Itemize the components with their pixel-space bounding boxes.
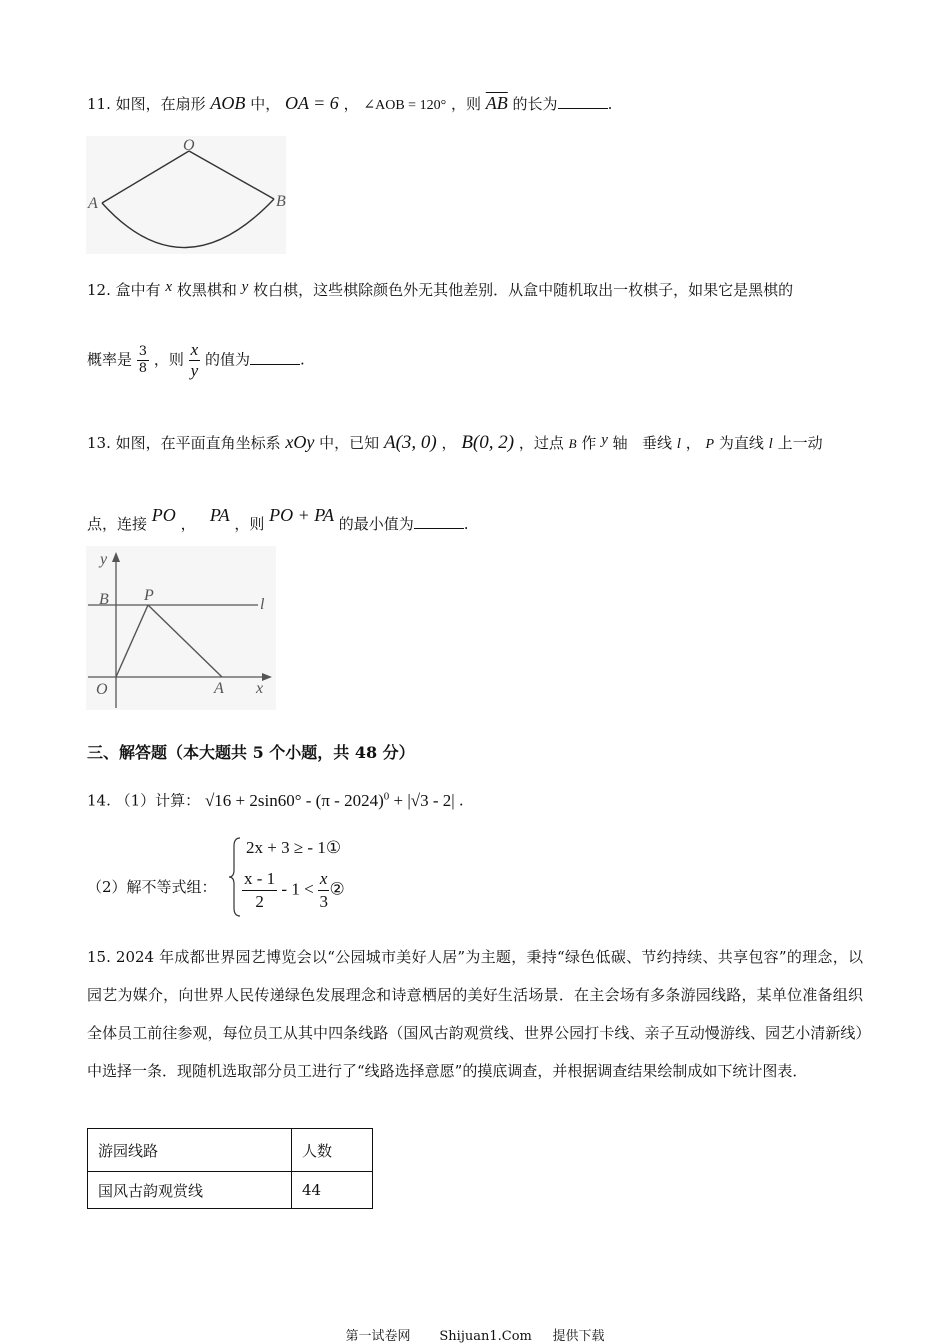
q11-line: 11. 如图，在扇形 AOB 中， OA = 6 ， ∠AOB = 120° ，则 $\overline{AB}$ 的长为 . <box>87 93 613 113</box>
answer-blank <box>558 94 608 109</box>
fraction-3-8: $\frac{3}{8}$ <box>138 344 148 376</box>
label-a: A <box>88 195 98 212</box>
footer-domain[interactable]: Shijuan1.Com <box>439 1329 532 1344</box>
q14-part1: 14. （1）计算： √16 + 2sin60° - (π - 2024)$^0$ + |√3 - 2| . <box>87 790 464 810</box>
oa-length: OA = 6 <box>284 93 339 113</box>
table-header-row <box>88 1129 373 1172</box>
label-b: B <box>276 193 286 210</box>
route-table <box>87 1128 373 1209</box>
q13-line1: 13. 如图，在平面直角坐标系 xOy 中，已知 A(3, 0) ， B(0, 2) ，过点 B 作 y 轴 垂线 l ， P 为直线 l 上一动 <box>87 432 823 453</box>
calc-expression: √16 + 2sin60° - (π - 2024)$^0$ + |√3 - 2| <box>204 790 455 810</box>
footer-note: 提供下载 <box>552 1329 605 1344</box>
label-o: O <box>183 137 195 154</box>
inequality-1: 2x + 3 ≥ - 1① <box>246 838 342 857</box>
q14-part2-label: （2）解不等式组： <box>87 878 217 896</box>
inequality-system <box>228 836 363 918</box>
sector-figure <box>86 136 286 254</box>
table-header: 人数 <box>292 1129 373 1172</box>
answer-blank <box>414 514 464 529</box>
inequality-2: $\frac{x - 1}{2}$ - 1 < $\frac{x}{3}$ ② <box>244 869 345 911</box>
label-x: x <box>256 680 264 697</box>
footer-site: 第一试卷网 <box>345 1329 411 1344</box>
angle-aob: ∠AOB = 120° <box>363 98 447 113</box>
label-l: l <box>260 596 265 613</box>
table-row <box>88 1172 373 1209</box>
q15-text: 15. 2024 年成都世界园艺博览会以“公园城市美好人居”为主题，秉持“绿色低碳、节约持续、共享包容”的理念，以园艺为媒介，向世界人民传递绿色发展理念和诗意栖居的美好生活场景．在主会场有多条游园线路，某单位准备组织全体员工前往参观，每位员工从其中四条线路（国风古韵观赏线、世界公园打卡线、亲子互动慢游线、园艺小清新线）中选择一条．现随机选取部分员工进行了“线路选择意愿”的摸底调查，并根据调查结果绘制成如下统计图表． <box>87 948 863 1080</box>
left-brace <box>228 836 242 918</box>
table-header: 游园线路 <box>88 1129 292 1172</box>
coordinate-figure <box>86 546 276 710</box>
label-y: y <box>100 551 108 568</box>
label-b: B <box>99 591 109 608</box>
footer <box>0 1325 950 1344</box>
fraction-x-y: $\frac{x}{y}$ <box>190 340 199 380</box>
label-o: O <box>96 681 108 698</box>
label-p: P <box>144 587 154 604</box>
section-heading: 三、解答题（本大题共 5 个小题，共 48 分） <box>87 743 415 762</box>
table-cell: 国风古韵观赏线 <box>88 1172 292 1209</box>
sector-name: AOB <box>210 93 246 113</box>
q13-line2: 点，连接 PO ， PA ，则 PO + PA 的最小值为 . <box>87 505 469 533</box>
label-a: A <box>214 680 224 697</box>
q12-line1: 12. 盒中有 x 枚黑棋和 y 枚白棋，这些棋除颜色外无其他差别．从盒中随机取出一枚棋子，如果它是黑棋的 <box>87 279 794 299</box>
q12-line2: 概率是 $\frac{3}{8}$ ，则 $\frac{x}{y}$ 的值为 . <box>87 340 305 380</box>
answer-blank <box>250 350 300 365</box>
table-cell: 44 <box>292 1172 373 1209</box>
arc-ab: $\overline{AB}$ <box>485 93 508 113</box>
